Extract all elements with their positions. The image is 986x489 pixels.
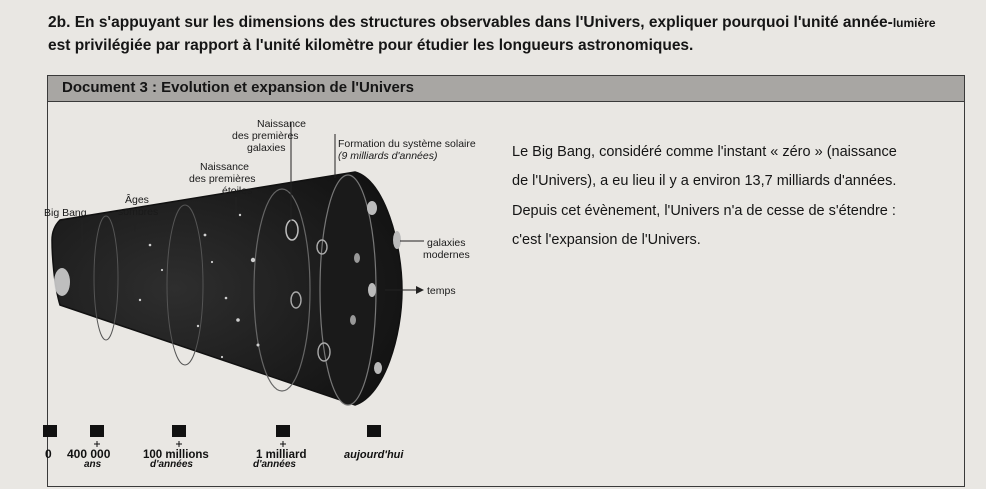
document-title: Document 3 : Evolution et expansion de l'Univers [62, 79, 414, 96]
label-ages-sombres-1: Âges [125, 194, 149, 206]
timeline-label-1-milliard: 1 milliard [256, 449, 307, 461]
label-formation-systeme-1: Formation du système solaire [338, 138, 476, 150]
question-line-2: est privilégiée par rapport à l'unité kilomètre pour étudier les longueurs astronomiques. [48, 37, 694, 54]
timeline-label-aujourdhui: aujourd'hui [344, 449, 404, 461]
timeline-markers [43, 425, 381, 437]
label-ages-sombres-2: sombres [118, 206, 159, 218]
timeline-ticks [94, 441, 286, 447]
timeline-labels [45, 447, 404, 470]
timeline-label-0: 0 [45, 447, 52, 461]
description-line-3: Depuis cet évènement, l'Univers n'a de cesse de s'étendre : [512, 203, 896, 219]
label-galaxies-modernes-2: modernes [423, 249, 470, 261]
description-line-1: Le Big Bang, considéré comme l'instant « zéro » (naissance [512, 144, 897, 160]
question-text-small: lumière [892, 16, 936, 30]
timeline-label-100-millions: 100 millions [143, 449, 209, 461]
label-temps: temps [427, 285, 456, 297]
timeline-label-1-milliard-unit: d'années [253, 459, 296, 470]
label-naissance-galaxies-1: Naissance [257, 118, 307, 130]
label-galaxies-modernes-1: galaxies [427, 237, 466, 249]
label-formation-systeme-2: (9 milliards d'années) [338, 150, 438, 162]
big-bang-glow [54, 268, 70, 296]
label-big-bang: Big Bang [44, 207, 87, 219]
temps-arrow-head [416, 286, 424, 294]
label-naissance-etoiles-1: Naissance [200, 161, 250, 173]
question-text-main: 2b. En s'appuyant sur les dimensions des structures observables dans l'Univers, expliquer pourquoi l'unité année- [48, 14, 893, 31]
label-naissance-galaxies-2: des premières [232, 130, 299, 142]
label-naissance-galaxies-3: galaxies [247, 142, 286, 154]
label-naissance-etoiles-3: étoiles [222, 185, 253, 197]
description-line-4: c'est l'expansion de l'Univers. [512, 232, 701, 248]
timeline-label-100-millions-unit: d'années [150, 459, 193, 470]
timeline-label-400000: 400 000 [67, 447, 111, 461]
label-naissance-etoiles-2: des premières [189, 173, 256, 185]
description-line-2: de l'Univers), a eu lieu il y a environ 13,7 milliards d'années. [512, 173, 897, 189]
timeline-label-400000-unit: ans [84, 459, 102, 470]
